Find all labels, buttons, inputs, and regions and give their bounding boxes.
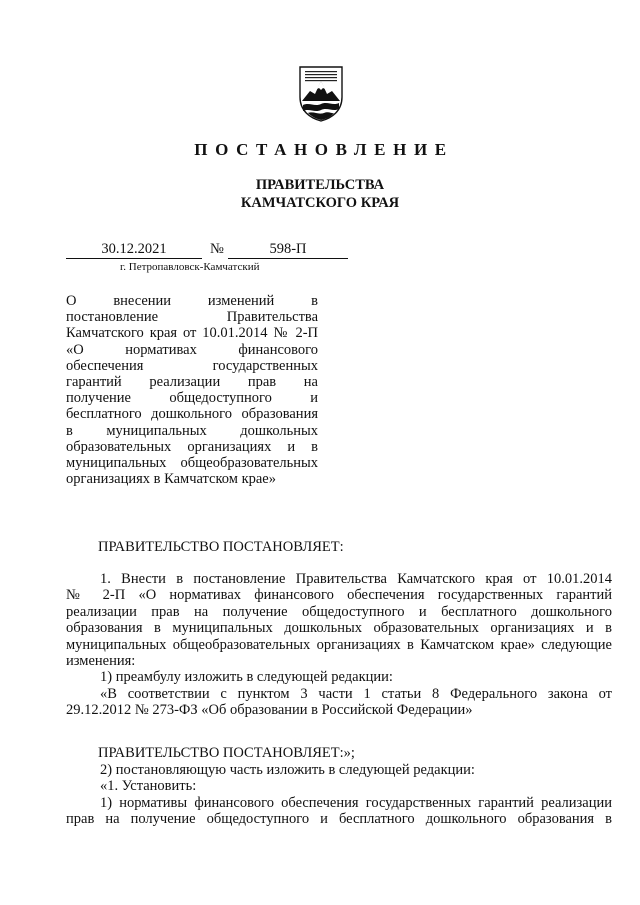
title-line: бесплатного дошкольного образования bbox=[66, 406, 318, 423]
issuer-line-2: КАМЧАТСКОГО КРАЯ bbox=[240, 195, 400, 211]
body-line: 29.12.2012 № 273-ФЗ «Об образовании в Российской Федерации» bbox=[66, 702, 473, 719]
resolve-heading: ПРАВИТЕЛЬСТВО ПОСТАНОВЛЯЕТ: bbox=[98, 539, 344, 555]
body-line: 1. Внести в постановление Правительства Камчатского края от 10.01.2014 bbox=[100, 571, 612, 587]
title-line: образовательных организациях и в bbox=[66, 438, 318, 455]
title-line: получение общедоступного и bbox=[66, 390, 318, 407]
title-line: постановление Правительства bbox=[66, 309, 318, 326]
body-line: № 2-П «О нормативах финансового обеспечения государственных гарантий bbox=[66, 587, 612, 604]
body-line: прав на получение общедоступного и бесплатного дошкольного образования в bbox=[66, 811, 612, 828]
kamchatka-coat-of-arms-icon bbox=[296, 63, 346, 123]
body-line: «В соответствии с пунктом 3 части 1 статьи 8 Федерального закона от bbox=[100, 685, 612, 702]
title-line: «О нормативах финансового bbox=[66, 341, 318, 358]
title-line: муниципальных общеобразовательных bbox=[66, 455, 318, 472]
document-date: 30.12.2021 bbox=[66, 240, 202, 259]
issuer-line-1: ПРАВИТЕЛЬСТВА bbox=[255, 177, 385, 193]
body-line: изменения: bbox=[66, 653, 136, 670]
title-line: Камчатского края от 10.01.2014 № 2-П bbox=[66, 325, 318, 342]
body-line: 1) преамбулу изложить в следующей редакции: bbox=[100, 669, 393, 686]
body-line: «1. Установить: bbox=[100, 778, 197, 795]
title-line: гарантий реализации прав на bbox=[66, 374, 318, 391]
body-line: 1) нормативы финансового обеспечения государственных гарантий реализации bbox=[100, 794, 612, 811]
title-line: в муниципальных дошкольных bbox=[66, 422, 318, 439]
body-line: 2) постановляющую часть изложить в следующей редакции: bbox=[100, 762, 475, 778]
document-number: 598-П bbox=[228, 240, 348, 259]
title-line: организациях в Камчатском крае» bbox=[66, 471, 276, 488]
item-2-paragraph bbox=[66, 762, 612, 828]
body-line: реализации прав на получение общедоступного и бесплатного дошкольного bbox=[66, 603, 612, 620]
item-1-paragraph bbox=[66, 571, 612, 719]
document-title bbox=[66, 293, 318, 487]
body-line: муниципальных общеобразовательных организациях в Камчатском крае» следующие bbox=[66, 636, 612, 653]
place-of-issue: г. Петропавловск-Камчатский bbox=[120, 261, 260, 273]
resolve-heading-quoted: ПРАВИТЕЛЬСТВО ПОСТАНОВЛЯЕТ:»; bbox=[98, 745, 355, 761]
title-line: О внесении изменений в bbox=[66, 293, 318, 309]
body-line: образования в муниципальных дошкольных образовательных организациях и в bbox=[66, 620, 612, 637]
title-line: обеспечения государственных bbox=[66, 357, 318, 374]
document-type: ПОСТАНОВЛЕНИЕ bbox=[194, 140, 454, 159]
number-sign: № bbox=[210, 241, 224, 257]
